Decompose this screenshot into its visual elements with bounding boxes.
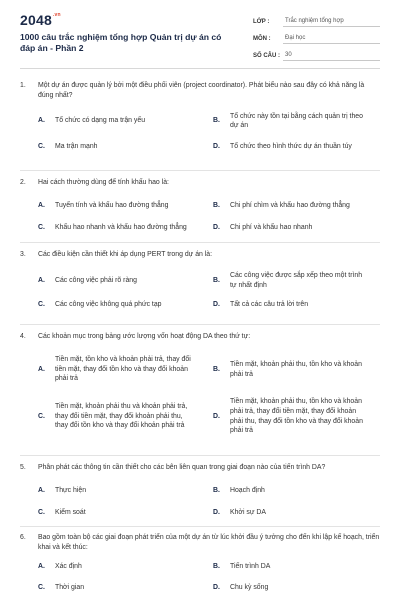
- question-text: Các khoản mục trong bảng ước lượng vốn hoạt động DA theo thứ tự:: [38, 333, 251, 340]
- option-c[interactable]: [20, 134, 195, 160]
- meta-value: Đại học: [283, 35, 380, 44]
- document-meta: [253, 12, 380, 63]
- option-text: Tuyến tính và khấu hao đường thẳng: [55, 201, 169, 209]
- option-text: Tiền mặt, khoản phải thu, tồn kho và khoản phải trả, thay đổi tiền mặt, thay đổi khoản phải thu, thay đổi tồn kho và thay đổi khoản phải trả: [230, 398, 363, 435]
- option-letter: B.: [213, 562, 220, 570]
- option-letter: B.: [213, 117, 220, 125]
- option-text: Tổ chức theo hình thức dự án thuần túy: [230, 143, 352, 151]
- option-text: Xác định: [55, 562, 82, 570]
- option-letter: B.: [213, 486, 220, 494]
- option-b[interactable]: [195, 480, 370, 502]
- question-number: 6.: [20, 534, 26, 541]
- question-6: [20, 533, 380, 598]
- options: [20, 348, 380, 442]
- option-c[interactable]: [20, 392, 195, 442]
- option-c[interactable]: [20, 217, 195, 239]
- option-text: Các công việc không quá phức tạp: [55, 300, 162, 308]
- logo-text: 2048: [20, 12, 52, 28]
- option-a[interactable]: [20, 556, 195, 577]
- question-text: Một dự án được quản lý bởi một điều phối viên (project coordinator). Phát biểu nào sau đây có khả năng là đúng nhất?: [38, 82, 365, 99]
- options: [20, 556, 380, 598]
- option-c[interactable]: [20, 294, 195, 316]
- question-1: [20, 81, 380, 160]
- question-text: Các điều kiện cần thiết khi áp dụng PERT trong dự án là:: [38, 251, 213, 258]
- option-text: Kiểm soát: [55, 508, 86, 516]
- options: [20, 268, 380, 316]
- option-d[interactable]: [195, 134, 370, 160]
- option-letter: D.: [213, 508, 220, 516]
- option-text: Khấu hao nhanh và khấu hao đường thẳng: [55, 223, 187, 231]
- option-b[interactable]: [195, 195, 370, 217]
- option-letter: A.: [38, 486, 45, 494]
- option-b[interactable]: [195, 108, 370, 134]
- question-number: 5.: [20, 464, 26, 471]
- document-title: 1000 câu trắc nghiệm tổng hợp Quản trị dự án có đáp án - Phần 2: [20, 32, 222, 53]
- option-text: Các công việc được sắp xếp theo một trình tự nhất định: [230, 272, 363, 289]
- question-3: [20, 250, 380, 316]
- option-letter: B.: [213, 365, 220, 373]
- question-4: [20, 332, 380, 442]
- option-a[interactable]: [20, 268, 195, 294]
- option-letter: C.: [38, 143, 45, 151]
- question-number: 2.: [20, 179, 26, 186]
- option-letter: A.: [38, 276, 45, 284]
- question-text: Bao gồm toàn bộ các giai đoạn phát triển của một dự án từ lúc khởi đầu ý tưởng cho đến khi lập kế hoạch, triển khai và kết thúc:: [38, 534, 380, 551]
- question-divider: [20, 242, 380, 243]
- question-stem: [20, 463, 380, 473]
- option-b[interactable]: [195, 556, 370, 577]
- meta-row-class: [253, 12, 380, 27]
- option-letter: C.: [38, 223, 45, 231]
- meta-row-count: [253, 46, 380, 61]
- option-text: Tiền mặt, tồn kho và khoản phải trả, thay đổi tiền mặt, thay đổi tồn kho và thay đổi khoản phải trả: [55, 356, 191, 383]
- option-letter: B.: [213, 201, 220, 209]
- option-text: Khởi sự DA: [230, 508, 266, 516]
- option-text: Hoạch định: [230, 486, 265, 494]
- meta-label: LỚP :: [253, 19, 270, 25]
- option-a[interactable]: [20, 348, 195, 392]
- question-divider: [20, 455, 380, 456]
- option-text: Chi phí và khấu hao nhanh: [230, 223, 313, 231]
- meta-label: MÔN :: [253, 36, 271, 42]
- option-text: Ma trận mạnh: [55, 143, 98, 151]
- question-2: [20, 178, 380, 239]
- question-stem: [20, 178, 380, 188]
- option-letter: D.: [213, 223, 220, 231]
- option-text: Tổ chức này tồn tại bằng cách quản trị theo dự án: [230, 112, 363, 130]
- option-text: Tổ chức có dạng ma trận yếu: [55, 117, 146, 125]
- question-divider: [20, 324, 380, 325]
- option-text: Tiến trình DA: [230, 562, 271, 570]
- header-divider: [20, 68, 380, 69]
- option-letter: C.: [38, 412, 45, 420]
- option-letter: C.: [38, 583, 45, 591]
- option-letter: C.: [38, 508, 45, 516]
- option-d[interactable]: [195, 577, 370, 598]
- meta-value: 30: [283, 52, 380, 61]
- option-letter: D.: [213, 412, 220, 420]
- option-d[interactable]: [195, 502, 370, 524]
- question-stem: [20, 81, 380, 100]
- question-5: [20, 463, 380, 524]
- option-c[interactable]: [20, 577, 195, 598]
- options: [20, 108, 380, 160]
- option-letter: D.: [213, 143, 220, 151]
- question-number: 1.: [20, 82, 26, 89]
- option-letter: B.: [213, 276, 220, 284]
- option-text: Chi phí chìm và khấu hao đường thẳng: [230, 201, 350, 209]
- site-logo[interactable]: [20, 12, 61, 28]
- option-text: Thời gian: [55, 583, 85, 591]
- option-letter: A.: [38, 117, 45, 125]
- question-stem: [20, 533, 380, 552]
- option-text: Thực hiện: [55, 486, 87, 494]
- option-a[interactable]: [20, 195, 195, 217]
- option-letter: A.: [38, 562, 45, 570]
- logo-suffix: .vn: [52, 12, 61, 18]
- option-letter: A.: [38, 201, 45, 209]
- option-text: Chu kỳ sống: [230, 583, 269, 591]
- option-d[interactable]: [195, 392, 370, 442]
- question-stem: [20, 332, 380, 342]
- question-number: 3.: [20, 251, 26, 258]
- option-text: Các công việc phải rõ ràng: [55, 276, 137, 284]
- option-letter: A.: [38, 365, 45, 373]
- option-c[interactable]: [20, 502, 195, 524]
- option-text: Tiền mặt, khoản phải thu và khoản phải trả, thay đổi tiền mặt, thay đổi khoản phải thu, thay đổi tồn kho và thay đổi khoản phải trả: [55, 403, 188, 430]
- question-divider: [20, 170, 380, 171]
- meta-label: SỐ CÂU :: [253, 53, 280, 59]
- option-letter: C.: [38, 300, 45, 308]
- option-d[interactable]: [195, 294, 370, 316]
- question-text: Hai cách thường dùng để tính khấu hao là:: [38, 179, 169, 186]
- option-text: Tất cả các câu trả lời trên: [230, 300, 309, 308]
- meta-value: Trắc nghiệm tổng hợp: [283, 18, 380, 27]
- question-stem: [20, 250, 380, 260]
- option-text: Tiền mặt, khoản phải thu, tồn kho và khoản phải trả: [230, 361, 362, 378]
- question-divider: [20, 526, 380, 527]
- option-d[interactable]: [195, 217, 370, 239]
- option-a[interactable]: [20, 108, 195, 134]
- option-letter: D.: [213, 583, 220, 591]
- question-text: Phân phát các thông tin cần thiết cho các bên liên quan trong giai đoạn nào của tiến trình DA?: [38, 464, 326, 471]
- options: [20, 480, 380, 524]
- option-letter: D.: [213, 300, 220, 308]
- question-number: 4.: [20, 333, 26, 340]
- options: [20, 195, 380, 239]
- meta-row-subject: [253, 29, 380, 44]
- option-b[interactable]: [195, 268, 370, 294]
- option-b[interactable]: [195, 348, 370, 392]
- option-a[interactable]: [20, 480, 195, 502]
